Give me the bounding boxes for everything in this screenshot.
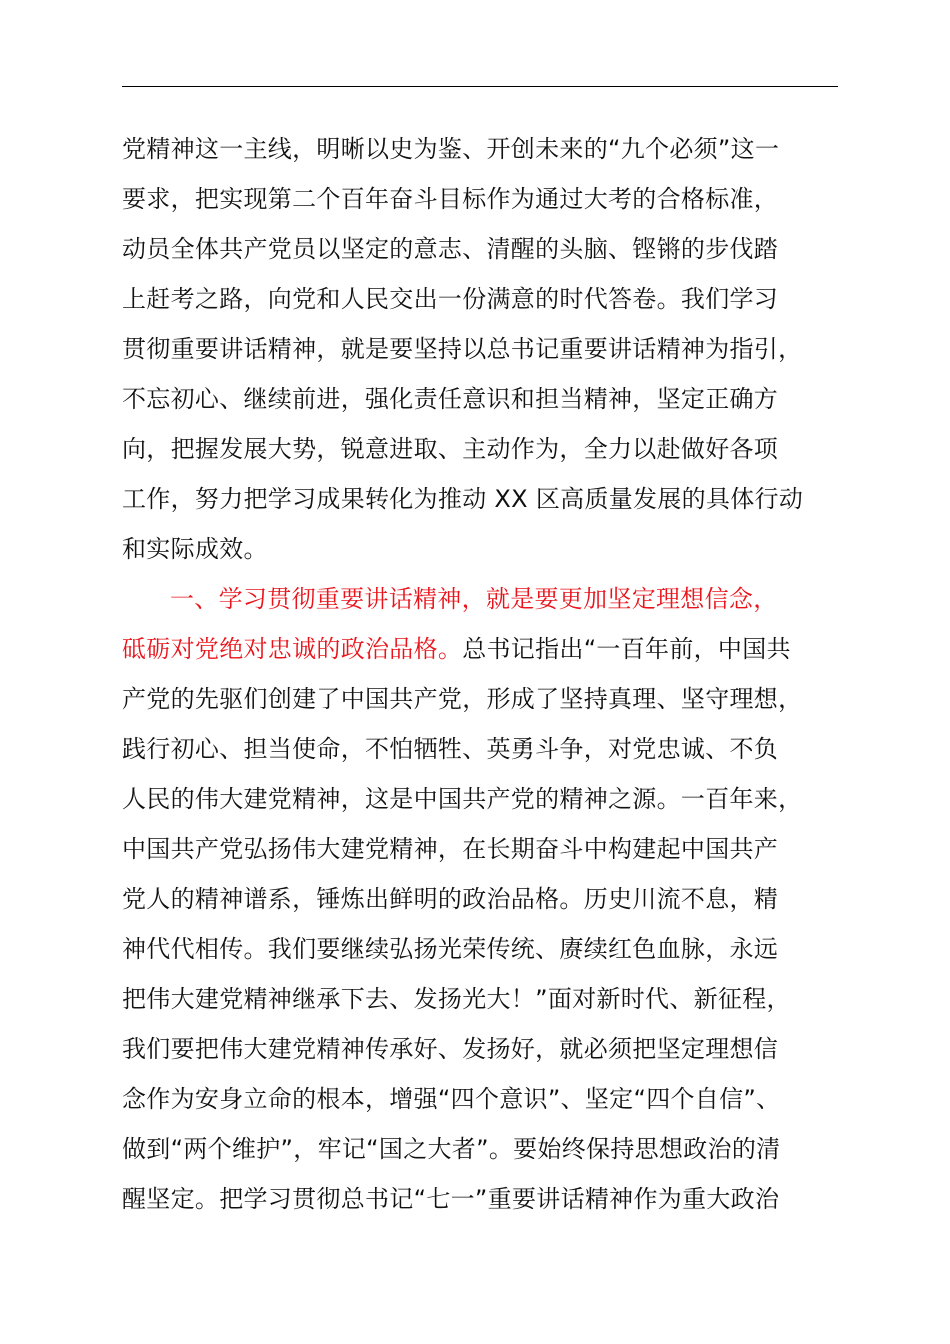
text-line: 要求，把实现第二个百年奋斗目标作为通过大考的合格标准， [122,185,779,213]
text-line: 做到“两个维护”，牢记“国之大者”。要始终保持思想政治的清 [122,1135,781,1163]
section-heading: 一、学习贯彻重要讲话精神，就是要更加坚定理想信念， [170,585,778,613]
text-line: 贯彻重要讲话精神，就是要坚持以总书记重要讲话精神为指引， [122,335,803,363]
header-rule [122,86,838,87]
text-line: 把伟大建党精神继承下去、发扬光大！”面对新时代、新征程， [122,985,791,1013]
text-line: 践行初心、担当使命，不怕牺牲、英勇斗争，对党忠诚、不负 [122,735,779,763]
text-line: 我们要把伟大建党精神传承好、发扬好，就必须把坚定理想信 [122,1035,779,1063]
text-line: 上赶考之路，向党和人民交出一份满意的时代答卷。我们学习 [122,285,779,313]
text-line: 中国共产党弘扬伟大建党精神，在长期奋斗中构建起中国共产 [122,835,779,863]
section-heading-continuation [122,624,862,674]
page-body [122,124,862,1224]
text-line: 党精神这一主线，明晰以史为鉴、开创未来的“九个必须”这一 [122,135,780,163]
text-line: 产党的先驱们创建了中国共产党，形成了坚持真理、坚守理想， [122,685,803,713]
text-line: 党人的精神谱系，锤炼出鲜明的政治品格。历史川流不息，精 [122,885,779,913]
text-line: 神代代相传。我们要继续弘扬光荣传统、赓续红色血脉，永远 [122,935,779,963]
text-line: 醒坚定。把学习贯彻总书记“七一”重要讲话精神作为重大政治 [122,1185,780,1213]
section-heading-end: 砥砺对党绝对忠诚的政治品格。 [122,635,463,663]
text-line: 念作为安身立命的根本，增强“四个意识”、坚定“四个自信”、 [122,1085,781,1113]
text-line: 工作，努力把学习成果转化为推动 XX 区高质量发展的具体行动 [122,485,804,513]
text-line: 不忘初心、继续前进，强化责任意识和担当精神，坚定正确方 [122,385,779,413]
text-line: 向，把握发展大势，锐意进取、主动作为，全力以赴做好各项 [122,435,779,463]
text-run: 总书记指出“一百年前，中国共 [462,635,791,663]
text-line: 动员全体共产党员以坚定的意志、清醒的头脑、铿锵的步伐踏 [122,235,779,263]
text-line: 和实际成效。 [122,535,268,563]
text-line: 人民的伟大建党精神，这是中国共产党的精神之源。一百年来， [122,785,803,813]
